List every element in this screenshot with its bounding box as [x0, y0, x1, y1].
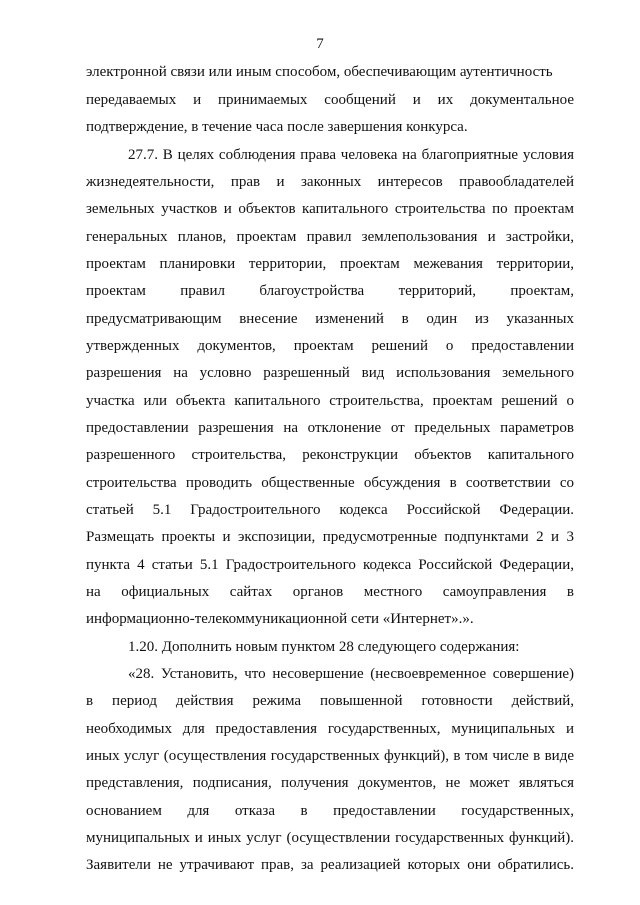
- text-line: передаваемых и принимаемых сообщений и их документальное: [86, 92, 574, 108]
- text-line: разрешения на условно разрешенный вид использования земельного: [86, 365, 574, 381]
- text-line: проектам правил благоустройства территорий, проектам,: [86, 283, 574, 299]
- text-line: «28. Установить, что несовершение (несвоевременное совершение): [128, 666, 574, 682]
- text-line: муниципальных и иных услуг (осуществлении государственных функций).: [86, 830, 574, 846]
- text-line: 27.7. В целях соблюдения права человека на благоприятные условия: [128, 147, 574, 163]
- text-line: в период действия режима повышенной готовности действий,: [86, 693, 574, 709]
- text-line: электронной связи или иным способом, обеспечивающим аутентичность: [86, 64, 553, 80]
- text-line: разрешенного строительства, реконструкции объектов капитального: [86, 447, 574, 463]
- text-line: на официальных сайтах органов местного самоуправления в: [86, 584, 574, 600]
- text-line: генеральных планов, проектам правил землепользования и застройки,: [86, 229, 574, 245]
- text-line: статьей 5.1 Градостроительного кодекса Российской Федерации.: [86, 502, 574, 518]
- text-line: земельных участков и объектов капитального строительства по проектам: [86, 201, 574, 217]
- text-line: необходимых для предоставления государственных, муниципальных и: [86, 721, 574, 737]
- text-line: жизнедеятельности, прав и законных интересов правообладателей: [86, 174, 574, 190]
- text-line: иных услуг (осуществления государственных функций), в том числе в виде: [86, 748, 574, 764]
- text-line: Размещать проекты и экспозиции, предусмотренные подпунктами 2 и 3: [86, 529, 574, 545]
- text-line: подтверждение, в течение часа после завершения конкурса.: [86, 119, 468, 135]
- text-line: строительства проводить общественные обсуждения в соответствии со: [86, 475, 574, 491]
- text-line: проектам планировки территории, проектам межевания территории,: [86, 256, 574, 272]
- text-line: 1.20. Дополнить новым пунктом 28 следующего содержания:: [128, 639, 520, 655]
- text-line: утвержденных документов, проектам решений о предоставлении: [86, 338, 574, 354]
- page-number: 7: [316, 36, 324, 52]
- text-line: предусматривающим внесение изменений в один из указанных: [86, 311, 574, 327]
- text-line: Заявители не утрачивают прав, за реализацией которых они обратились.: [86, 857, 574, 873]
- text-line: представления, подписания, получения документов, не может являться: [86, 775, 574, 791]
- text-line: пункта 4 статьи 5.1 Градостроительного кодекса Российской Федерации,: [86, 557, 574, 573]
- text-line: предоставлении разрешения на отклонение от предельных параметров: [86, 420, 574, 436]
- text-line: участка или объекта капитального строительства, проектам решений о: [86, 393, 574, 409]
- text-line: информационно-телекоммуникационной сети «Интернет».».: [86, 611, 474, 627]
- text-line: основанием для отказа в предоставлении государственных,: [86, 803, 574, 819]
